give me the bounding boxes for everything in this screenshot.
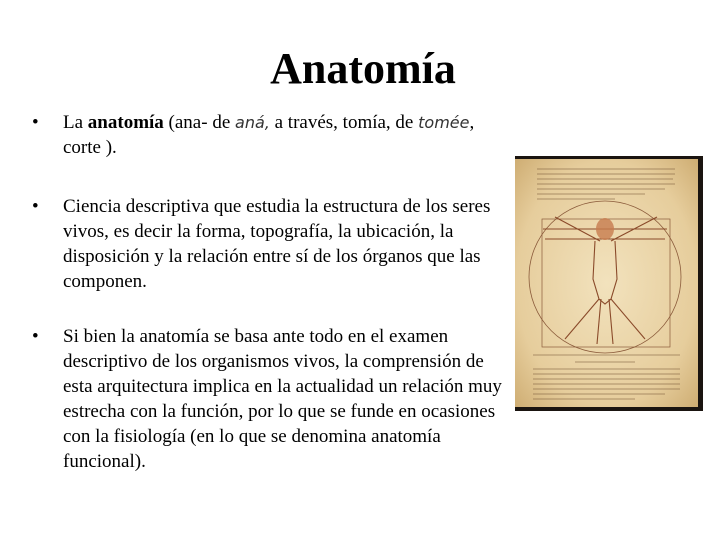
bullet-text: Si bien la anatomía se basa ante todo en el examen descriptivo de los organismos vivos, la comprensión de esta arquitectura implica en la actualidad un relación muy estrecha con la función, por lo que se funde en ocasiones con la fisiología (en lo que se denomina anatomía funcional). [63,326,502,472]
bullet-item-etymology [0,110,508,160]
bullet-text [63,112,474,158]
bullet-marker: • [32,196,39,217]
bullet-text: Ciencia descriptiva que estudia la estructura de los seres vivos, es decir la forma, topografía, la ubicación, la disposición y la relación entre sí de los órganos que las componen. [63,196,491,292]
vitruvian-man-image [515,156,703,411]
italic-greek-term: tomée [418,113,470,132]
text-run: , corte ). [63,112,475,158]
bullet-marker: • [32,112,39,133]
vitruvian-man-illustration [515,159,698,407]
bullet-item-definition [0,194,508,294]
bold-term: anatomía [87,112,164,133]
bullet-marker: • [32,326,39,347]
bullet-item-functional-anatomy [0,324,508,474]
text-run: La [63,112,88,133]
text-run: a través, tomía, de [269,112,419,133]
slide-title: Anatomía [270,44,456,93]
italic-greek-term: aná, [235,113,270,132]
text-run: (ana- de [163,112,236,133]
